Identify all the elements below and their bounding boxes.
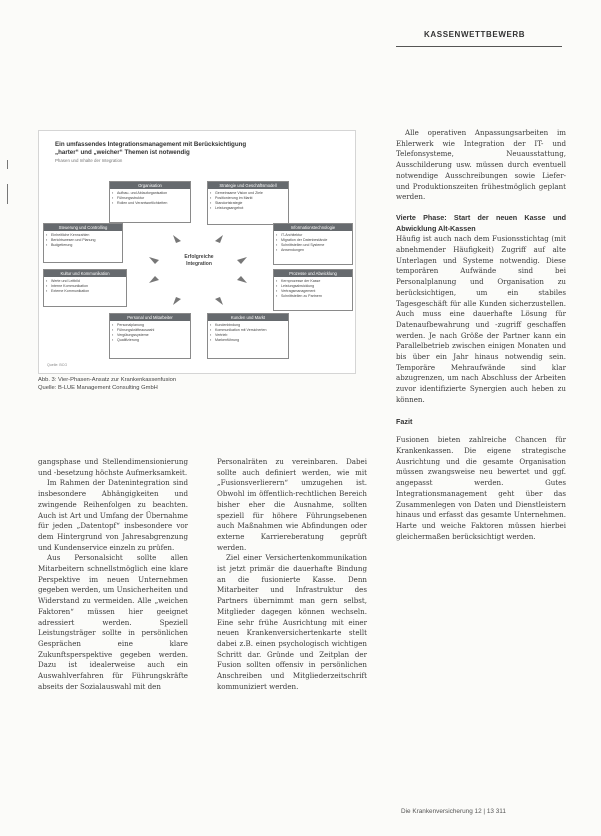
- figure-box-item: ▪ Vertrieb: [215, 333, 288, 338]
- figure-box-header: Organisation: [110, 182, 190, 189]
- figure-box-item: ▪ Migration der Datenbestände: [281, 238, 352, 243]
- figure-box-item: ▪ Kommunikation mit Versicherten: [215, 328, 288, 333]
- figure-box-item: ▪ Vertragsmanagement: [281, 289, 352, 294]
- figure-box-item: ▪ Vergütungssysteme: [117, 333, 190, 338]
- arrow-icon: [149, 257, 159, 264]
- section-title: KASSENWETTBEWERB: [424, 30, 526, 39]
- body-paragraph: Alle operativen Anpassungsarbeiten im Ehlerwerk wie Integration der IT- und Telefonsysteme, Neuausstattung, Ausschilderung usw. müssen durch eventuell notwendige Ausschreibungen sowie Liefer- und Produktionszeiten frühestmöglich geplant werden.: [396, 128, 566, 202]
- figure-box-item: ▪ Qualifizierung: [117, 338, 190, 343]
- figure-box-item: ▪ IT-Architektur: [281, 233, 352, 238]
- middle-column: [217, 457, 367, 692]
- margin-mark: [7, 184, 8, 204]
- figure-box-item: ▪ Führungskräfteauswahl: [117, 328, 190, 333]
- figure-box-item: ▪ Einheitliche Kennzahlen: [51, 233, 122, 238]
- figure-box-header: Personal und Mitarbeiter: [110, 314, 190, 321]
- figure-subtitle: Phasen und Inhalte der Integration: [55, 158, 123, 163]
- arrow-icon: [237, 276, 247, 283]
- figure-title-line: Ein umfassendes Integrationsmanagement mit Berücksichtigung: [55, 141, 247, 148]
- figure-box-item: ▪ Leistungsabwicklung: [281, 284, 352, 289]
- figure-box-item: ▪ Markenführung: [215, 338, 288, 343]
- figure-box-prozesse: [273, 269, 353, 311]
- arrow-icon: [215, 235, 223, 243]
- figure-box-item: ▪ Externe Kommunikation: [51, 289, 126, 294]
- body-paragraph: Häufig ist auch nach dem Fusionsstichtag (mit abnehmender Häufigkeit) Zugriff auf alte Unterlagen und Systeme notwendig. Diese temporären Aufwände sind bei Personalplanung und Organisation zu berücksichtigen, um ein stabiles Tagesgeschäft für alle Kunden sicherzustellen. Auch muss eine dauerhafte Lösung für Datenaufbewahrung und -zugriff geschaffen werden. Je nach Größe der Partner kann ein Parallelbetrieb zwischen einigen Monaten und bis über ein Jahr hinaus notwendig sein. Temporäre Mehraufwände sind klar abzugrenzen, um nach Abschluss der Arbeiten zuvor identifizierte Synergien auch heben zu können.: [396, 234, 566, 404]
- left-column: [38, 457, 188, 692]
- figure-box-personal: [109, 313, 191, 359]
- figure-box-item: ▪ Schnittstellen und Systeme: [281, 243, 352, 248]
- caption-line: Abb. 3: Vier-Phasen-Ansatz zur Krankenkassenfusion: [38, 377, 177, 383]
- body-paragraph: Fusionen bieten zahlreiche Chancen für Krankenkassen. Die eigene strategische Ausrichtung und die gesamte Organisation müssen zwangsweise neu bewertet und ggf. angepasst werden. Gutes Integrationsmanagement geht über das Zusammenlegen von Daten und Dienstleistern hinaus und erfasst das gesamte Unternehmen. Harte und weiche Faktoren müssen hierbei gleichermaßen berücksichtigt werden.: [396, 435, 566, 541]
- body-paragraph: Im Rahmen der Datenintegration sind insbesondere Abhängigkeiten und zwingende Reihenfolgen zu beachten. Auch ist Art und Umfang der Übernahme für jeden „Datentopf“ insbesondere vor dem Hintergrund von Jahresabgrenzung und Kundenservice einzeln zu prüfen.: [38, 478, 188, 552]
- figure-box-item: ▪ Standortstrategie: [215, 201, 288, 206]
- figure-box-item: ▪ Kundenbindung: [215, 323, 288, 328]
- center-label-line: Integration: [186, 261, 212, 267]
- figure-box-item: ▪ Führungsstruktur: [117, 196, 190, 201]
- figure-box-strategie: [207, 181, 289, 225]
- body-paragraph: gangsphase und Stellendimensionierung und -besetzung höchste Aufmerksamkeit.: [38, 457, 188, 477]
- figure-box-it: [273, 223, 353, 265]
- figure-title: [55, 141, 341, 157]
- figure-box-item: ▪ Berichtswesen und Planung: [51, 238, 122, 243]
- figure-box-item: ▪ Werte und Leitbild: [51, 279, 126, 284]
- figure-box-item: ▪ Kernprozesse der Kasse: [281, 279, 352, 284]
- figure-box-header: Kunden und Markt: [208, 314, 288, 321]
- arrow-icon: [173, 297, 181, 305]
- figure-box-item: ▪ Aufbau- und Ablauforganisation: [117, 191, 190, 196]
- arrow-icon: [215, 297, 223, 305]
- center-label: [159, 254, 239, 268]
- figure-box-item: ▪ Anwendungen: [281, 248, 352, 253]
- body-paragraph: Personalräten zu vereinbaren. Dabei sollte auch definiert werden, wie mit „Fusionsverlierern“ umzugehen ist. Obwohl im öffentlich-rechtlichen Bereich bisher eher die Ausnahme, sollten speziell für höhere Führungsebenen auch Maßnahmen wie Abfindungen oder externe Karriereberatung geprüft werden.: [217, 457, 367, 552]
- body-paragraph: Ziel einer Versichertenkommunikation ist jetzt primär die dauerhafte Bindung an die fusionierte Kasse. Denn Mitarbeiter und Infrastruktur des Partners übernimmt man gern selbst, Mitglieder dagegen können wechseln. Eine sehr frühe Ausrichtung mit einer neuen Krankenversichertenkarte stellt dabei z.B. einen psychologisch wichtigen Schritt dar. Gründe und Zeitplan der Fusion sollten offensiv in persönlichen Anschreiben und Mitgliederzeitschrift kommuniziert werden.: [217, 553, 367, 691]
- figure-box-item: ▪ Rollen und Verantwortlichkeiten: [117, 201, 190, 206]
- figure-box-kunden: [207, 313, 289, 359]
- figure-box-item: ▪ Leistungsangebot: [215, 206, 288, 211]
- right-column: [396, 128, 566, 542]
- figure-box-item: ▪ Budgetierung: [51, 243, 122, 248]
- integration-figure: [38, 130, 356, 374]
- section-heading: Fazit: [396, 416, 413, 426]
- figure-box-header: Prozesse und Abwicklung: [274, 270, 352, 277]
- figure-box-header: Steuerung und Controlling: [44, 224, 122, 231]
- body-paragraph: Aus Personalsicht sollte allen Mitarbeitern schnellstmöglich eine klare Perspektive im neuen Unternehmen gegeben werden, um Unsicherheiten und Widerstand zu vermeiden. Alle „weichen Faktoren“ müssen hier geeignet adressiert werden. Speziell Leistungsträger sollte in persönlichen Gesprächen eine klare Zukunftsperspektive gegeben werden. Dazu ist idealerweise auch ein Auswahlverfahren für Führungskräfte abseits der Sozialauswahl mit den: [38, 553, 188, 691]
- center-label-line: Erfolgreiche: [184, 254, 214, 260]
- figure-caption: [38, 376, 356, 392]
- figure-box-organisation: [109, 181, 191, 223]
- caption-line: Quelle: B-LUE Management Consulting GmbH: [38, 385, 158, 391]
- figure-box-steuerung: [43, 223, 123, 263]
- figure-box-header: Kultur und Kommunikation: [44, 270, 126, 277]
- section-heading: Vierte Phase: Start der neuen Kasse und Abwicklung Alt-Kassen: [396, 212, 566, 233]
- header-divider: [396, 46, 562, 47]
- figure-box-item: ▪ Positionierung im Markt: [215, 196, 288, 201]
- page-footer: Die Krankenversicherung 12 | 13 311: [401, 808, 506, 815]
- integration-arrows: [143, 227, 253, 313]
- figure-box-header: Strategie und Geschäftsmodell: [208, 182, 288, 189]
- figure-box-item: ▪ Schnittstellen zu Partnern: [281, 294, 352, 299]
- arrow-icon: [149, 276, 159, 283]
- figure-box-header: Informationstechnologie: [274, 224, 352, 231]
- figure-title-line: „harter“ und „weicher“ Themen ist notwendig: [55, 149, 190, 156]
- figure-source: Quelle: BCG: [47, 363, 68, 367]
- arrow-icon: [173, 235, 181, 243]
- figure-box-item: ▪ Interne Kommunikation: [51, 284, 126, 289]
- figure-box-item: ▪ Gemeinsame Vision und Ziele: [215, 191, 288, 196]
- figure-box-item: ▪ Personalplanung: [117, 323, 190, 328]
- figure-box-kultur: [43, 269, 127, 307]
- margin-mark: [7, 160, 8, 169]
